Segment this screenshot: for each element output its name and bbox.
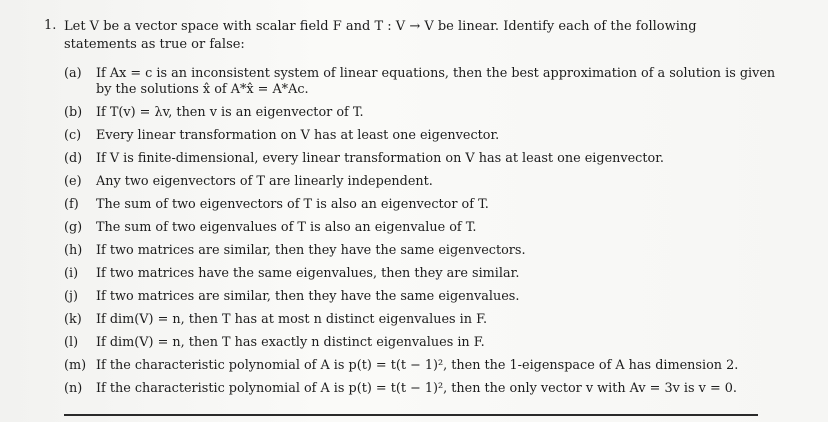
statement-text: If dim(V) = n, then T has exactly n distinct eigenvalues in F. (96, 335, 485, 350)
statement-text: If two matrices have the same eigenvalues, then they are similar. (96, 266, 520, 281)
statement-item-b (60, 105, 780, 121)
statement-item-j (60, 289, 780, 305)
statement-item-h (60, 243, 780, 259)
statement-item-m (60, 358, 780, 374)
statement-label: (g) (64, 220, 83, 235)
statement-text: If dim(V) = n, then T has at most n distinct eigenvalues in F. (96, 312, 488, 327)
statement-item-e (60, 174, 780, 190)
statement-label: (i) (64, 266, 79, 281)
statement-text: The sum of two eigenvalues of T is also an eigenvalue of T. (96, 220, 477, 235)
statement-label: (m) (64, 358, 87, 373)
statement-item-d (60, 151, 780, 167)
statement-list (60, 66, 780, 404)
statement-item-a (60, 66, 780, 98)
statement-item-i (60, 266, 780, 282)
statement-item-k (60, 312, 780, 328)
statement-label: (k) (64, 312, 82, 327)
statement-label: (n) (64, 381, 83, 396)
statement-text: Every linear transformation on V has at least one eigenvector. (96, 128, 500, 143)
statement-label: (e) (64, 174, 82, 189)
problem-number: 1. (44, 18, 57, 33)
statement-label: (a) (64, 66, 82, 81)
statement-text: If V is finite-dimensional, every linear transformation on V has at least one eigenvector. (96, 151, 664, 166)
statement-label: (c) (64, 128, 82, 143)
statement-text: If the characteristic polynomial of A is p(t) = t(t − 1)², then the only vector v with Av = 3v is v = 0. (96, 381, 737, 396)
statement-item-l (60, 335, 780, 351)
statement-text: Any two eigenvectors of T are linearly independent. (96, 174, 433, 189)
statement-label: (l) (64, 335, 79, 350)
statement-label: (j) (64, 289, 78, 304)
statement-item-g (60, 220, 780, 236)
statement-text: If Ax = c is an inconsistent system of linear equations, then the best approximation of a solution is given by the solutions x̂ of A*x̂ = A*Ac. (96, 66, 776, 97)
statement-label: (d) (64, 151, 83, 166)
statement-text: If two matrices are similar, then they have the same eigenvalues. (96, 289, 520, 304)
statement-text: If the characteristic polynomial of A is p(t) = t(t − 1)², then the 1-eigenspace of A has dimension 2. (96, 358, 739, 373)
problem-intro: Let V be a vector space with scalar field F and T : V → V be linear. Identify each of the following statements as true or false: (64, 19, 697, 52)
statement-label: (h) (64, 243, 83, 258)
statement-item-n (60, 381, 780, 397)
statement-text: The sum of two eigenvectors of T is also an eigenvector of T. (96, 197, 489, 212)
statement-label: (b) (64, 105, 83, 120)
statement-item-f (60, 197, 780, 213)
statement-label: (f) (64, 197, 79, 212)
statement-item-c (60, 128, 780, 144)
statement-text: If T(v) = λv, then v is an eigenvector of T. (96, 105, 364, 120)
statement-text: If two matrices are similar, then they have the same eigenvectors. (96, 243, 526, 258)
bottom-divider (64, 414, 758, 416)
